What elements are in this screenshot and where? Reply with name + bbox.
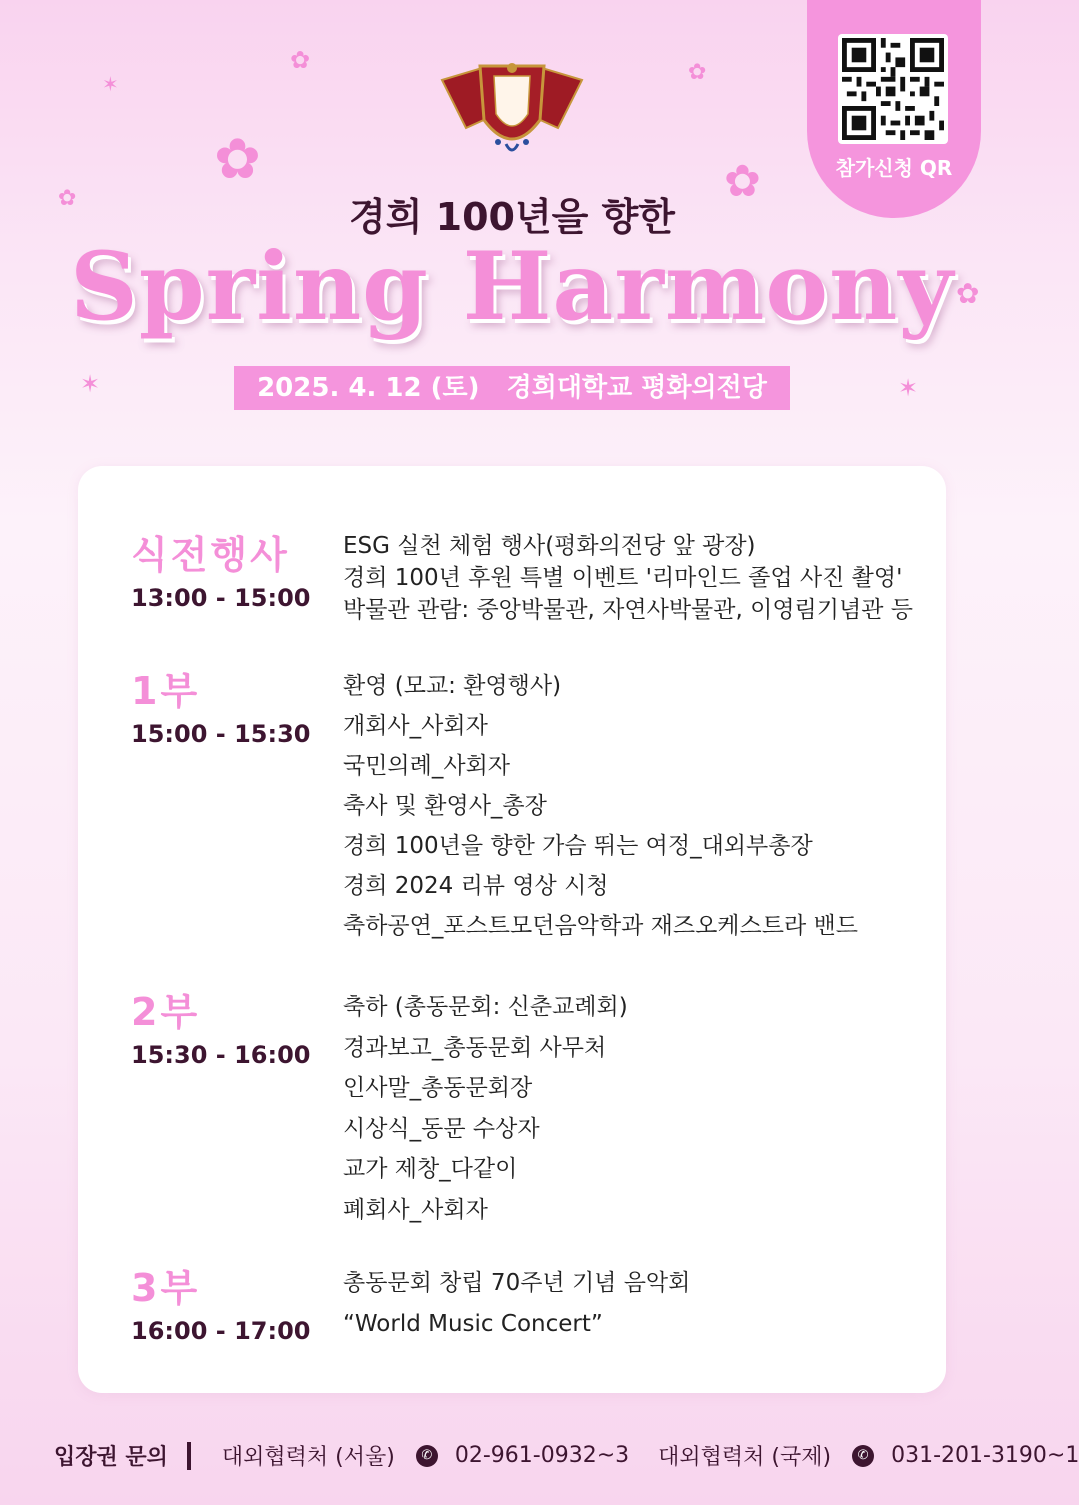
university-emblem-icon xyxy=(436,58,588,162)
footer-label: 입장권 문의 xyxy=(54,1445,168,1470)
flower-icon: ✿ xyxy=(956,277,980,310)
flower-icon: ✿ xyxy=(58,186,77,211)
list-item: 폐회사_사회자 xyxy=(343,1196,488,1223)
list-item: ESG 실천 체험 행사(평화의전당 앞 광장) xyxy=(343,533,756,559)
session-name: 3부 xyxy=(131,1266,201,1310)
contact-global-name: 대외협력처 (국제) xyxy=(658,1445,832,1470)
session-time: 15:30 - 16:00 xyxy=(131,1041,311,1069)
session-time: 16:00 - 17:00 xyxy=(131,1317,311,1345)
flower-icon: ✿ xyxy=(214,127,261,192)
footer-divider xyxy=(187,1442,191,1470)
list-item: 축사 및 환영사_총장 xyxy=(343,793,547,819)
list-item: 총동문회 창립 70주년 기념 음악회 xyxy=(343,1270,691,1296)
session-item-list xyxy=(343,530,913,626)
sparkle-icon: ✶ xyxy=(102,72,119,96)
sparkle-icon: ✶ xyxy=(898,374,919,402)
list-item: 경희 100년 후원 특별 이벤트 '리마인드 졸업 사진 촬영' xyxy=(343,565,903,591)
list-item: 경과보고_총동문회 사무처 xyxy=(343,1034,607,1061)
contact-global-phone[interactable]: 031-201-3190~1 xyxy=(891,1443,1079,1468)
event-subtitle: 경희 100년을 향한 xyxy=(348,195,676,239)
list-item: “World Music Concert” xyxy=(343,1311,603,1337)
event-title: Spring Harmony xyxy=(69,232,954,342)
list-item: 박물관 관람: 중앙박물관, 자연사박물관, 이영림기념관 등 xyxy=(343,597,913,623)
program-card xyxy=(78,466,946,1393)
list-item: 환영 (모교: 환영행사) xyxy=(343,673,562,699)
list-item: 교가 제창_다같이 xyxy=(343,1156,518,1182)
phone-icon: ✆ xyxy=(852,1445,874,1467)
session-item-list xyxy=(343,987,628,1230)
contact-seoul-phone[interactable]: 02-961-0932~3 xyxy=(454,1443,630,1468)
list-item: 경희 2024 리뷰 영상 시청 xyxy=(343,873,609,899)
phone-icon: ✆ xyxy=(416,1445,438,1467)
list-item: 축하공연_포스트모던음악학과 재즈오케스트라 밴드 xyxy=(343,913,858,939)
session-name: 1부 xyxy=(131,669,201,713)
list-item: 국민의례_사회자 xyxy=(343,753,511,779)
list-item: 개회사_사회자 xyxy=(343,713,488,739)
qr-code-icon[interactable] xyxy=(838,34,948,144)
flower-icon: ✿ xyxy=(688,60,707,85)
qr-label: 참가신청 QR xyxy=(835,156,953,180)
session-time: 15:00 - 15:30 xyxy=(131,720,311,748)
list-item: 시상식_동문 수상자 xyxy=(343,1115,540,1142)
list-item: 축하 (총동문회: 신춘교례회) xyxy=(343,994,628,1020)
list-item: 경희 100년을 향한 가슴 뛰는 여정_대외부총장 xyxy=(343,833,813,859)
flower-icon: ✿ xyxy=(724,156,761,207)
sparkle-icon: ✶ xyxy=(80,370,101,398)
flower-icon: ✿ xyxy=(290,46,311,74)
session-name: 식전행사 xyxy=(131,533,290,577)
date-venue-bar: 2025. 4. 12 (토) 경희대학교 평화의전당 xyxy=(234,366,790,410)
list-item: 인사말_총동문회장 xyxy=(343,1075,533,1101)
contact-seoul-name: 대외협력처 (서울) xyxy=(221,1445,395,1470)
ticket-inquiry-footer xyxy=(54,1440,1079,1472)
session-time: 13:00 - 15:00 xyxy=(131,584,311,612)
session-name: 2부 xyxy=(131,990,201,1034)
session-item-list xyxy=(343,1263,690,1345)
session-item-list xyxy=(343,666,858,946)
